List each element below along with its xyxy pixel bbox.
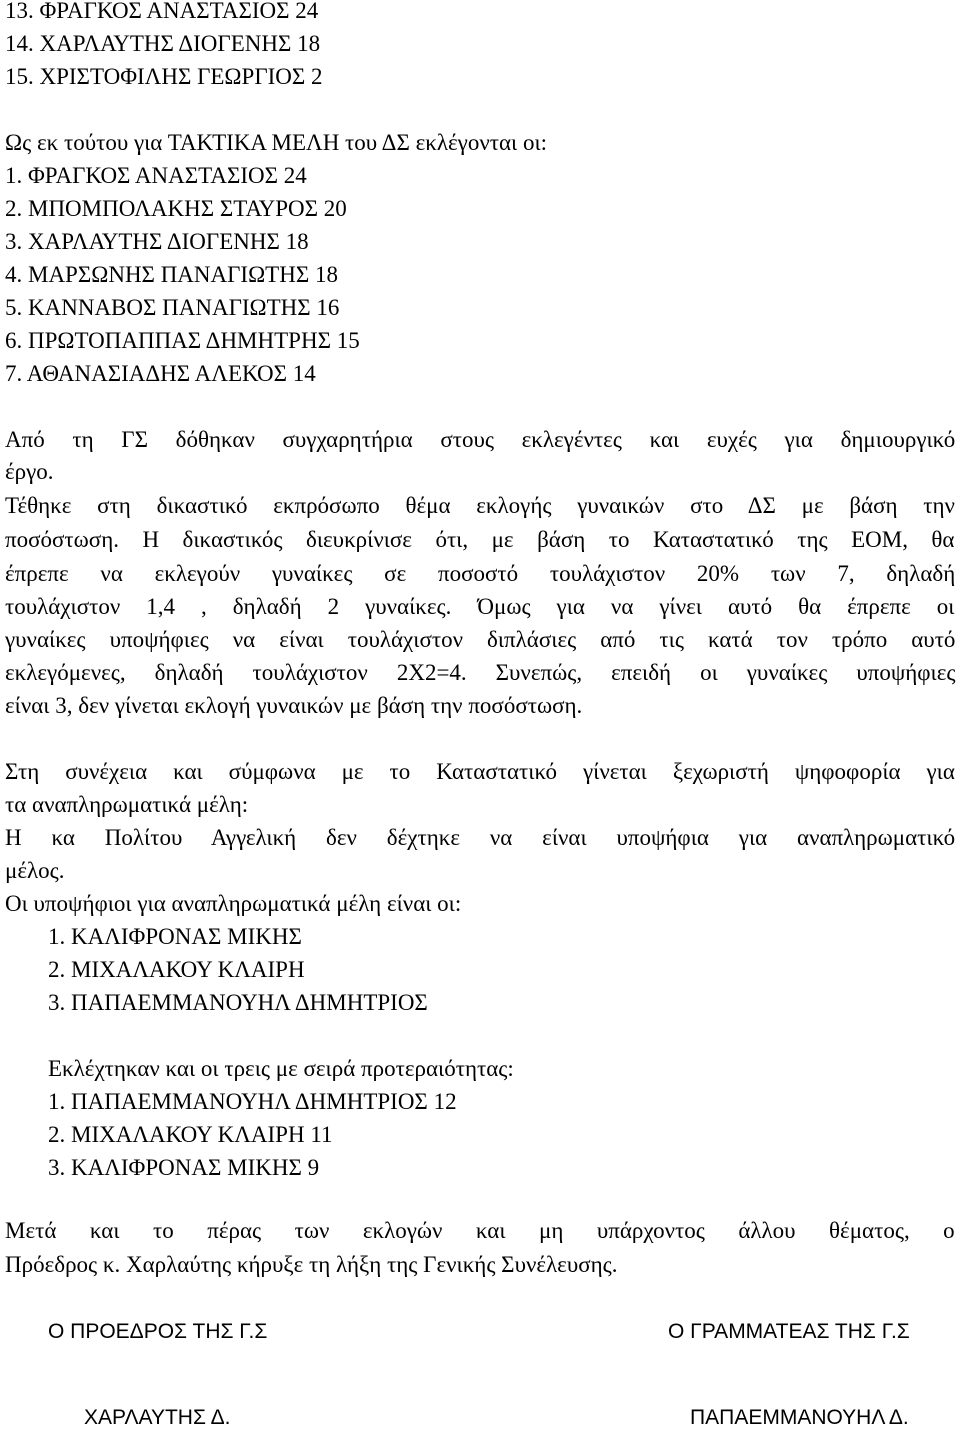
- alternates-line: Στη συνέχεια και σύμφωνα με το Καταστατικό γίνεται ξεχωριστή ψηφοφορία για: [5, 759, 955, 784]
- tactical-list-item: 6. ΠΡΩΤΟΠΑΠΠΑΣ ΔΗΜΗΤΡΗΣ 15: [5, 328, 360, 353]
- legal-line: είναι 3, δεν γίνεται εκλογή γυναικών με βάση την ποσόστωση.: [5, 693, 583, 718]
- tactical-intro: Ως εκ τούτου για ΤΑΚΤΙΚΑ ΜΕΛΗ του ΔΣ εκλέγονται οι:: [5, 130, 548, 155]
- legal-line: εκλεγόμενες, δηλαδή τουλάχιστον 2Χ2=4. Συνεπώς, επειδή οι γυναίκες υποψήφιες: [5, 660, 956, 685]
- elected-item: 3. ΚΑΛΙΦΡΟΝΑΣ ΜΙΚΗΣ 9: [48, 1155, 320, 1180]
- president-title: Ο ΠΡΟΕΔΡΟΣ ΤΗΣ Γ.Σ: [48, 1320, 268, 1343]
- elected-item: 2. ΜΙΧΑΛΑΚΟΥ ΚΛΑΙΡΗ 11: [48, 1122, 333, 1147]
- elected-item: 1. ΠΑΠΑΕΜΜΑΝΟΥΗΛ ΔΗΜΗΤΡΙΟΣ 12: [48, 1089, 457, 1114]
- tactical-list-item: 1. ΦΡΑΓΚΟΣ ΑΝΑΣΤΑΣΙΟΣ 24: [5, 163, 307, 188]
- legal-line: τουλάχιστον 1,4 , δηλαδή 2 γυναίκες. Όμως για να γίνει αυτό θα έπρεπε οι: [5, 594, 955, 619]
- congrats-line: έργο.: [5, 459, 54, 484]
- secretary-title: Ο ΓΡΑΜΜΑΤΕΑΣ ΤΗΣ Γ.Σ: [668, 1320, 910, 1343]
- tactical-list-item: 2. ΜΠΟΜΠΟΛΑΚΗΣ ΣΤΑΥΡΟΣ 20: [5, 196, 347, 221]
- alternates-line: τα αναπληρωματικά μέλη:: [5, 792, 249, 817]
- tactical-list-item: 4. ΜΑΡΣΩΝΗΣ ΠΑΝΑΓΙΩΤΗΣ 18: [5, 262, 338, 287]
- legal-line: έπρεπε να εκλεγούν γυναίκες σε ποσοστό τουλάχιστον 20% των 7, δηλαδή: [5, 561, 956, 586]
- alternates-line: μέλος.: [5, 858, 65, 883]
- closing-line: Μετά και το πέρας των εκλογών και μη υπάρχοντος άλλου θέματος, ο: [5, 1218, 955, 1243]
- top-list-item: 15. ΧΡΙΣΤΟΦΙΛΗΣ ΓΕΩΡΓΙΟΣ 2: [5, 64, 323, 89]
- alternates-line: Οι υποψήφιοι για αναπληρωματικά μέλη είναι οι:: [5, 891, 462, 916]
- alternates-line: Η κα Πολίτου Αγγελική δεν δέχτηκε να είναι υποψήφια για αναπληρωματικό: [5, 825, 956, 850]
- candidate-item: 3. ΠΑΠΑΕΜΜΑΝΟΥΗΛ ΔΗΜΗΤΡΙΟΣ: [48, 990, 428, 1015]
- tactical-list-item: 5. ΚΑΝΝΑΒΟΣ ΠΑΝΑΓΙΩΤΗΣ 16: [5, 295, 340, 320]
- tactical-list-item: 7. ΑΘΑΝΑΣΙΑΔΗΣ ΑΛΕΚΟΣ 14: [5, 361, 316, 386]
- legal-line: Τέθηκε στη δικαστικό εκπρόσωπο θέμα εκλογής γυναικών στο ΔΣ με βάση την: [5, 493, 955, 518]
- closing-line: Πρόεδρος κ. Χαρλαύτης κήρυξε τη λήξη της Γενικής Συνέλευσης.: [5, 1252, 618, 1277]
- president-name: ΧΑΡΛΑΥΤΗΣ Δ.: [84, 1406, 231, 1429]
- tactical-list-item: 3. ΧΑΡΛΑΥΤΗΣ ΔΙΟΓΕΝΗΣ 18: [5, 229, 309, 254]
- top-list-item: 14. ΧΑΡΛΑΥΤΗΣ ΔΙΟΓΕΝΗΣ 18: [5, 31, 321, 56]
- legal-line: ποσόστωση. Η δικαστικός διευκρίνισε ότι, με βάση το Καταστατικό της ΕΟΜ, θα: [5, 527, 955, 552]
- secretary-name: ΠΑΠΑΕΜΜΑΝΟΥΗΛ Δ.: [690, 1406, 909, 1429]
- elected-intro: Εκλέχτηκαν και οι τρεις με σειρά προτεραιότητας:: [48, 1056, 514, 1081]
- candidate-item: 1. ΚΑΛΙΦΡΟΝΑΣ ΜΙΚΗΣ: [48, 924, 302, 949]
- candidate-item: 2. ΜΙΧΑΛΑΚΟΥ ΚΛΑΙΡΗ: [48, 957, 305, 982]
- congrats-line: Από τη ΓΣ δόθηκαν συγχαρητήρια στους εκλεγέντες και ευχές για δημιουργικό: [5, 427, 956, 452]
- legal-line: γυναίκες υποψήφιες να είναι τουλάχιστον διπλάσιες από τις κατά τον τρόπο αυτό: [5, 627, 956, 652]
- top-list-item: 13. ΦΡΑΓΚΟΣ ΑΝΑΣΤΑΣΙΟΣ 24: [5, 0, 319, 23]
